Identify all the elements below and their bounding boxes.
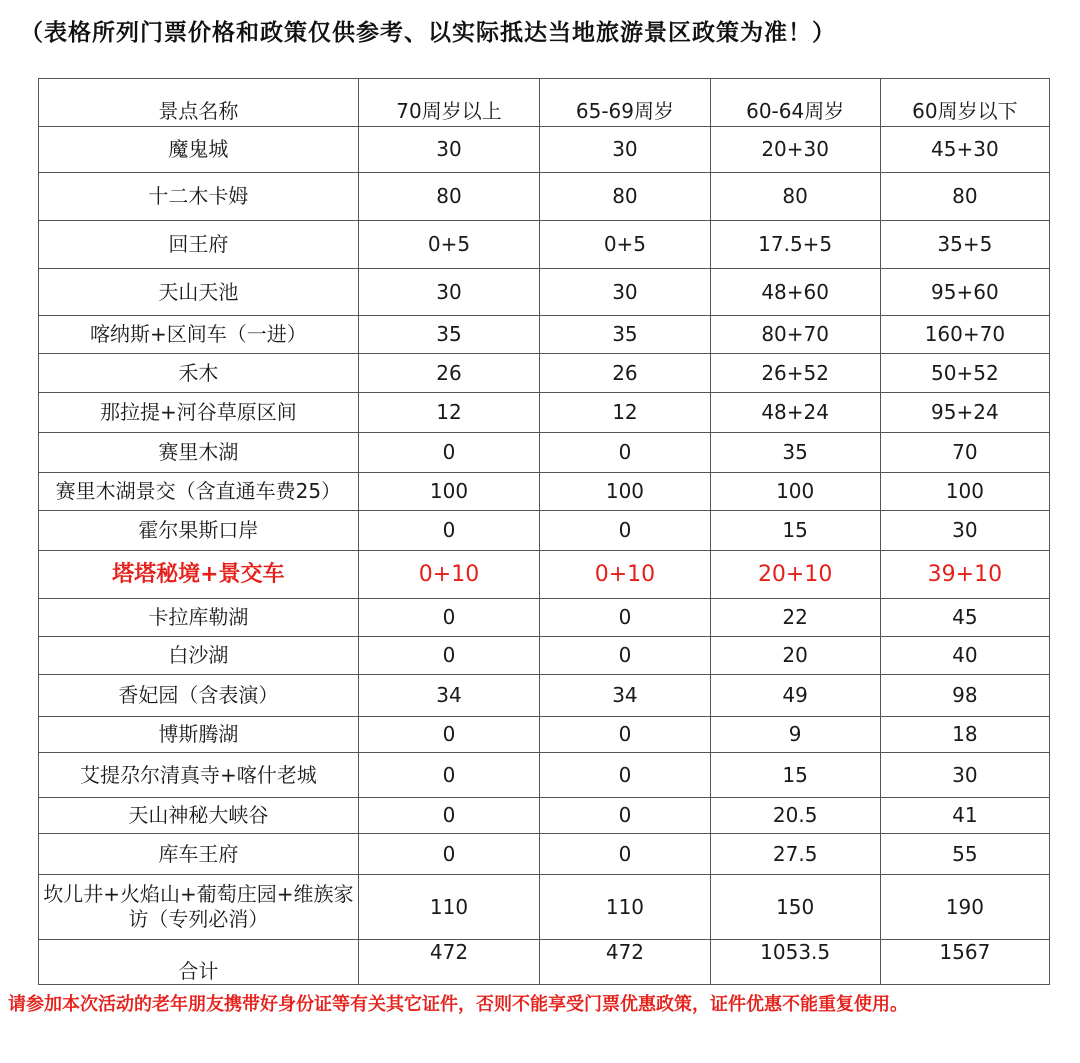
- price-cell: 26: [540, 354, 710, 393]
- price-cell: 20.5: [710, 798, 880, 834]
- price-cell: 110: [540, 875, 710, 940]
- column-header: 景点名称: [39, 79, 359, 127]
- attraction-name: 魔鬼城: [39, 127, 359, 173]
- price-cell: 80: [710, 173, 880, 221]
- price-cell: 41: [880, 798, 1049, 834]
- price-cell: 190: [880, 875, 1049, 940]
- id-reminder-note: 请参加本次活动的老年朋友携带好身份证等有关其它证件，否则不能享受门票优惠政策，证件优惠不能重复使用。: [8, 994, 908, 1015]
- price-cell: 100: [880, 473, 1049, 511]
- price-cell: 80: [358, 173, 540, 221]
- price-cell: 20+10: [710, 551, 880, 599]
- price-cell: 35: [710, 433, 880, 473]
- price-cell: 55: [880, 834, 1049, 875]
- table-row: [39, 834, 1050, 875]
- attraction-name: 白沙湖: [39, 637, 359, 675]
- price-cell: 34: [358, 675, 540, 717]
- attraction-name: 赛里木湖: [39, 433, 359, 473]
- price-cell: 35+5: [880, 221, 1049, 269]
- attraction-name: 十二木卡姆: [39, 173, 359, 221]
- price-cell: 26: [358, 354, 540, 393]
- price-cell: 100: [358, 473, 540, 511]
- price-cell: 100: [710, 473, 880, 511]
- price-cell: 17.5+5: [710, 221, 880, 269]
- price-cell: 26+52: [710, 354, 880, 393]
- price-cell: 18: [880, 717, 1049, 753]
- price-cell: 9: [710, 717, 880, 753]
- price-cell: 35: [540, 316, 710, 354]
- price-cell: 80+70: [710, 316, 880, 354]
- price-cell: 80: [880, 173, 1049, 221]
- disclaimer-note: （表格所列门票价格和政策仅供参考、以实际抵达当地旅游景区政策为准！）: [20, 20, 836, 46]
- total-cell: 1053.5: [710, 940, 880, 985]
- price-cell: 40: [880, 637, 1049, 675]
- attraction-name: 天山天池: [39, 269, 359, 316]
- price-cell: 39+10: [880, 551, 1049, 599]
- price-cell: 0: [540, 511, 710, 551]
- price-cell: 80: [540, 173, 710, 221]
- price-cell: 30: [540, 127, 710, 173]
- table-row: [39, 173, 1050, 221]
- attraction-name: 库车王府: [39, 834, 359, 875]
- price-cell: 12: [540, 393, 710, 433]
- column-header: 60周岁以下: [880, 79, 1049, 127]
- price-cell: 0: [540, 753, 710, 798]
- price-cell: 98: [880, 675, 1049, 717]
- attraction-name: 坎儿井+火焰山+葡萄庄园+维族家访（专列必消）: [39, 875, 359, 940]
- price-cell: 0: [540, 834, 710, 875]
- price-cell: 27.5: [710, 834, 880, 875]
- price-cell: 100: [540, 473, 710, 511]
- price-cell: 22: [710, 599, 880, 637]
- attraction-name: 禾木: [39, 354, 359, 393]
- price-cell: 0: [540, 637, 710, 675]
- table-row: [39, 433, 1050, 473]
- price-cell: 20: [710, 637, 880, 675]
- table-row: [39, 354, 1050, 393]
- attraction-name: 塔塔秘境+景交车: [39, 551, 359, 599]
- table-row: [39, 798, 1050, 834]
- price-cell: 0+5: [358, 221, 540, 269]
- table-row: [39, 599, 1050, 637]
- price-cell: 160+70: [880, 316, 1049, 354]
- price-cell: 0: [358, 433, 540, 473]
- price-cell: 95+60: [880, 269, 1049, 316]
- price-cell: 0+5: [540, 221, 710, 269]
- price-cell: 30: [880, 753, 1049, 798]
- price-cell: 12: [358, 393, 540, 433]
- table-total-row: [39, 940, 1050, 985]
- total-cell: 1567: [880, 940, 1049, 985]
- table-row: [39, 269, 1050, 316]
- attraction-name: 香妃园（含表演）: [39, 675, 359, 717]
- price-cell: 34: [540, 675, 710, 717]
- price-cell: 15: [710, 753, 880, 798]
- price-cell: 0: [358, 599, 540, 637]
- price-cell: 30: [880, 511, 1049, 551]
- price-cell: 30: [358, 269, 540, 316]
- attraction-name: 回王府: [39, 221, 359, 269]
- price-cell: 0: [540, 717, 710, 753]
- price-cell: 0: [540, 798, 710, 834]
- attraction-name: 赛里木湖景交（含直通车费25）: [39, 473, 359, 511]
- table-header-row: [39, 79, 1050, 127]
- table-row: [39, 316, 1050, 354]
- price-cell: 15: [710, 511, 880, 551]
- table-row: [39, 221, 1050, 269]
- price-cell: 30: [358, 127, 540, 173]
- total-cell: 472: [358, 940, 540, 985]
- table-row: [39, 511, 1050, 551]
- table-row: [39, 473, 1050, 511]
- price-cell: 95+24: [880, 393, 1049, 433]
- attraction-name: 那拉提+河谷草原区间: [39, 393, 359, 433]
- table-row: [39, 717, 1050, 753]
- table-row: [39, 637, 1050, 675]
- price-cell: 0: [358, 717, 540, 753]
- column-header: 60-64周岁: [710, 79, 880, 127]
- table-row: [39, 127, 1050, 173]
- price-cell: 110: [358, 875, 540, 940]
- table-row: [39, 675, 1050, 717]
- price-cell: 49: [710, 675, 880, 717]
- price-cell: 0: [358, 798, 540, 834]
- price-cell: 0+10: [540, 551, 710, 599]
- table-row: [39, 753, 1050, 798]
- price-cell: 70: [880, 433, 1049, 473]
- price-cell: 150: [710, 875, 880, 940]
- price-cell: 0+10: [358, 551, 540, 599]
- price-cell: 48+60: [710, 269, 880, 316]
- attraction-name: 天山神秘大峡谷: [39, 798, 359, 834]
- attraction-name: 霍尔果斯口岸: [39, 511, 359, 551]
- attraction-name: 博斯腾湖: [39, 717, 359, 753]
- column-header: 65-69周岁: [540, 79, 710, 127]
- column-header: 70周岁以上: [358, 79, 540, 127]
- attraction-name: 艾提尕尔清真寺+喀什老城: [39, 753, 359, 798]
- attraction-name: 卡拉库勒湖: [39, 599, 359, 637]
- table-row-highlighted: [39, 551, 1050, 599]
- total-label: 合计: [39, 940, 359, 985]
- price-cell: 0: [358, 834, 540, 875]
- attraction-name: 喀纳斯+区间车（一进）: [39, 316, 359, 354]
- price-cell: 45: [880, 599, 1049, 637]
- table-row: [39, 875, 1050, 940]
- price-cell: 50+52: [880, 354, 1049, 393]
- price-cell: 20+30: [710, 127, 880, 173]
- price-cell: 0: [358, 753, 540, 798]
- price-cell: 30: [540, 269, 710, 316]
- price-cell: 48+24: [710, 393, 880, 433]
- price-cell: 0: [540, 599, 710, 637]
- total-cell: 472: [540, 940, 710, 985]
- price-cell: 0: [540, 433, 710, 473]
- price-cell: 45+30: [880, 127, 1049, 173]
- price-cell: 0: [358, 511, 540, 551]
- table-row: [39, 393, 1050, 433]
- price-cell: 35: [358, 316, 540, 354]
- price-cell: 0: [358, 637, 540, 675]
- ticket-price-table: [38, 78, 1050, 985]
